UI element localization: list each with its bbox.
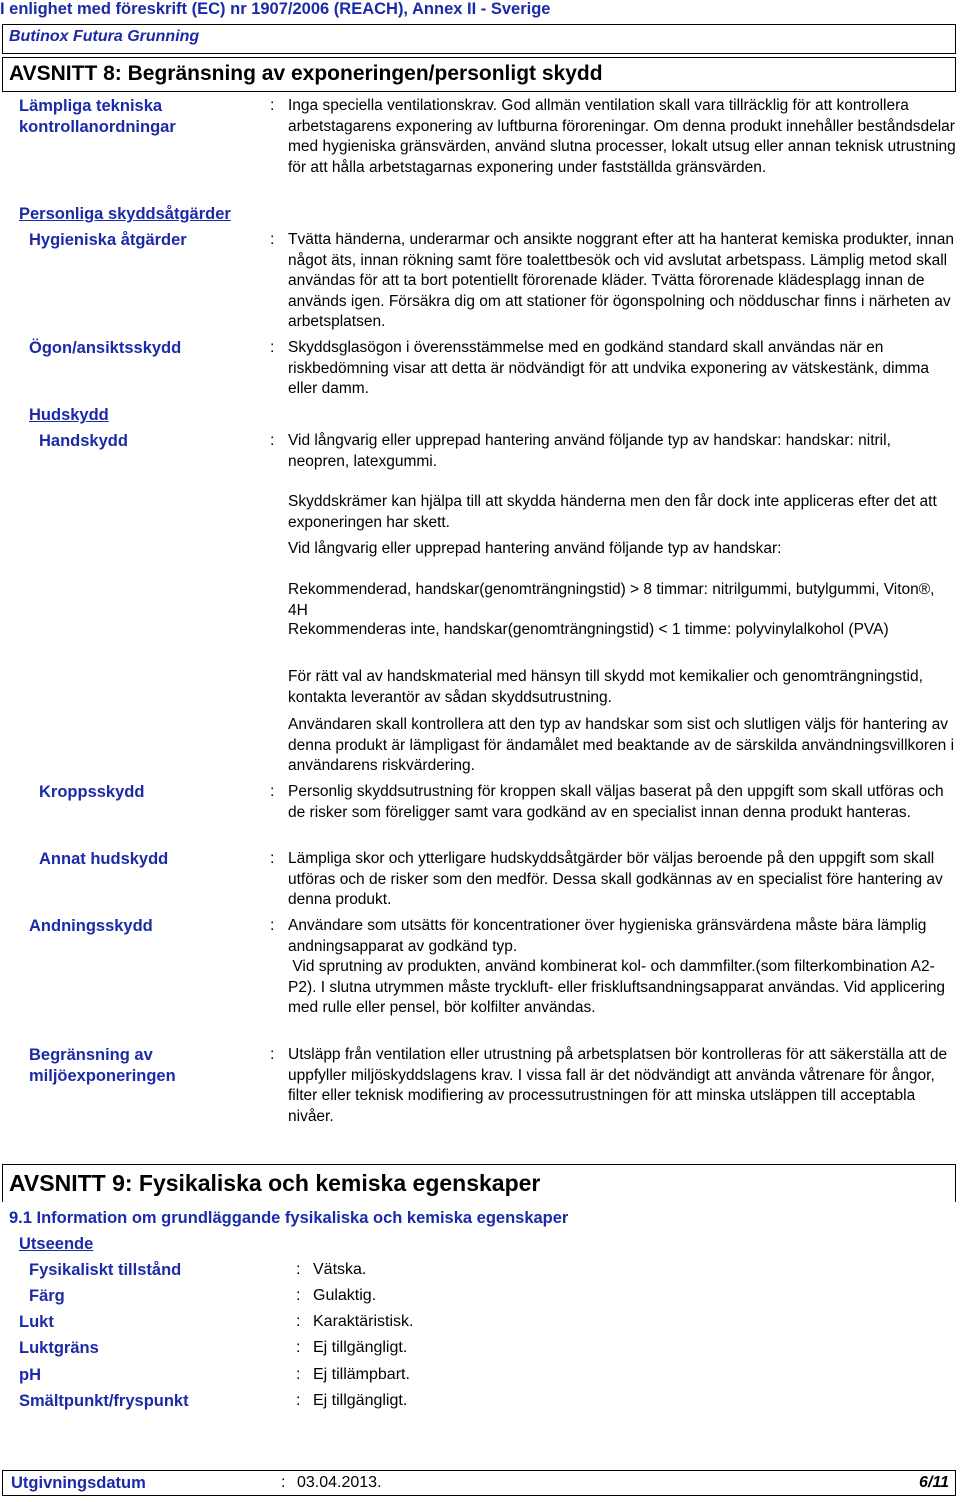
hand-protection-value-3: Vid långvarig eller upprepad hantering använd följande typ av handskar: (288, 540, 782, 557)
colon: : (270, 97, 275, 114)
hygiene-label: Hygieniska åtgärder (29, 231, 187, 249)
colon: : (270, 1046, 275, 1063)
section9-subtitle: 9.1 Information om grundläggande fysikaliska och kemiska egenskaper (9, 1209, 569, 1227)
colon: : (296, 1313, 301, 1330)
odor-value: Karaktäristisk. (313, 1313, 414, 1330)
ph-label: pH (19, 1366, 41, 1384)
colon: : (270, 231, 275, 248)
physical-state-value: Vätska. (313, 1261, 367, 1278)
issue-date-label: Utgivningsdatum (11, 1474, 146, 1492)
tech-controls-label: Lämpliga tekniska kontrollanordningar (19, 97, 176, 136)
colon: : (270, 917, 275, 934)
body-protection-value: Personlig skyddsutrustning för kroppen skall väljas baserat på den uppgift som skall utföras och de risker som föreligger samt vara godkänd av en specialist innan denna produkt hanteras. (288, 783, 944, 821)
tech-controls-value: Inga speciella ventilationskrav. God allmän ventilation skall vara tillräcklig för att kontrollera arbetstagarens exponering av luftburna föroreningar. Om denna produkt innehåller beståndsdelar med hygieniska gränsvärden, använd slutna processer, lokalt utsug eller annan teknisk utrustning för att hålla arbetstagarnas exponering under fastställda gränsvärden. (288, 97, 956, 176)
melting-point-value: Ej tillgängligt. (313, 1392, 408, 1409)
hand-protection-value-4: Rekommenderad, handskar(genomträngningstid) > 8 timmar: nitrilgummi, butylgummi, Viton®, 4H (288, 581, 935, 619)
colon: : (296, 1339, 301, 1356)
section8-title: AVSNITT 8: Begränsning av exponeringen/personligt skydd (9, 62, 603, 85)
color-value: Gulaktig. (313, 1287, 377, 1304)
colon: : (296, 1287, 301, 1304)
product-name: Butinox Futura Grunning (9, 28, 200, 45)
color-label: Färg (29, 1287, 65, 1305)
odor-threshold-label: Luktgräns (19, 1339, 99, 1357)
footer (2, 1470, 956, 1496)
hand-protection-value-6: För rätt val av handskmaterial med hänsyn till skydd mot kemikalier och genomträngningstid, kontakta leverantör av sådan skyddsutrustning. (288, 668, 923, 706)
hand-protection-value-5: Rekommenderas inte, handskar(genomträngningstid) < 1 timme: polyvinylalkohol (PVA) (288, 621, 889, 638)
eye-protection-value: Skyddsglasögon i överensstämmelse med en godkänd standard skall användas när en riskbedömning visar att detta är nödvändigt för att undvika exponering av vätskestänk, dimma eller damm. (288, 339, 930, 397)
regulation-header: I enlighet med föreskrift (EC) nr 1907/2006 (REACH), Annex II - Sverige (0, 0, 551, 18)
hand-protection-value-1: Vid långvarig eller upprepad hantering använd följande typ av handskar: handskar: nitril, neopren, latexgummi. (288, 432, 891, 470)
colon: : (270, 850, 275, 867)
respiratory-protection-value-2: Vid sprutning av produkten, använd kombinerat kol- och dammfilter.(som filterkombination A2-P2). I slutna utrymmen måste tryckluft- eller friskluftsandningsapparat användas. Vid applicering med rulle eller pensel, bör kolfilter användas. (288, 958, 950, 1016)
hygiene-value: Tvätta händerna, underarmar och ansikte noggrant efter att ha hanterat kemiska produkter, innan något äts, innan rökning samt före toalettbesök och vid avslutat arbetspass. Lämplig metod skall användas för att ta bort potentiellt förorenade kläder. Tvätta förorenade klädesplagg innan de används igen. Försäkra dig om att stationer för ögonspolning och nödduschar finns i närheten av arbetsplatsen. (288, 231, 955, 330)
environmental-exposure-value: Utsläpp från ventilation eller utrustning på arbetsplatsen bör kontrolleras för att säkerställa att de uppfyller miljöskyddslagens krav. I vissa fall är det nödvändigt att använda våtrenare för ångor, filter eller teknisk modifiering av processutrustningen för att minska utsläppen till acceptabla nivåer. (288, 1046, 948, 1125)
page-number: 6/11 (919, 1474, 949, 1491)
appearance-label: Utseende (19, 1235, 94, 1253)
skin-protection-label: Hudskydd (29, 406, 109, 424)
ph-value: Ej tillämpbart. (313, 1366, 410, 1383)
colon: : (270, 339, 275, 356)
section9-title: AVSNITT 9: Fysikaliska och kemiska egenskaper (9, 1170, 541, 1196)
hand-protection-value-2: Skyddskrämer kan hjälpa till att skydda händerna men den får dock inte appliceras efter det att exponeringen har skett. (288, 493, 937, 531)
section8-title-box (2, 57, 956, 92)
colon: : (270, 783, 275, 800)
body-protection-label: Kroppsskydd (39, 783, 145, 801)
colon: : (296, 1261, 301, 1278)
colon: : (281, 1474, 286, 1491)
colon: : (296, 1392, 301, 1409)
respiratory-protection-label: Andningsskydd (29, 917, 153, 935)
product-name-box (2, 24, 956, 54)
issue-date-value: 03.04.2013. (297, 1474, 382, 1491)
odor-label: Lukt (19, 1313, 54, 1331)
odor-threshold-value: Ej tillgängligt. (313, 1339, 408, 1356)
respiratory-protection-value-1: Användare som utsätts för koncentrationer över hygieniska gränsvärdena måste bära lämplig andningsapparat av godkänd typ. (288, 917, 927, 955)
physical-state-label: Fysikaliskt tillstånd (29, 1261, 182, 1279)
hand-protection-value-7: Användaren skall kontrollera att den typ av handskar som sist och slutligen väljs för hantering av denna produkt är lämpligast för ändamålet med beaktande av de särskilda användningsvillkoren i användarens riskvärdering. (288, 716, 955, 774)
colon: : (270, 432, 275, 449)
environmental-exposure-label: Begränsning av miljöexponeringen (29, 1046, 176, 1085)
other-skin-protection-value: Lämpliga skor och ytterligare hudskyddsåtgärder bör väljas beroende på den uppgift som skall utföras och de risker som den medför. Dessa skall godkännas av en specialist före hantering av denna produkt. (288, 850, 943, 908)
other-skin-protection-label: Annat hudskydd (39, 850, 169, 868)
personal-protection-label: Personliga skyddsåtgärder (19, 205, 231, 223)
eye-protection-label: Ögon/ansiktsskydd (29, 339, 182, 357)
hand-protection-label: Handskydd (39, 432, 128, 450)
colon: : (296, 1366, 301, 1383)
melting-point-label: Smältpunkt/fryspunkt (19, 1392, 189, 1410)
section9-title-box (2, 1164, 956, 1202)
